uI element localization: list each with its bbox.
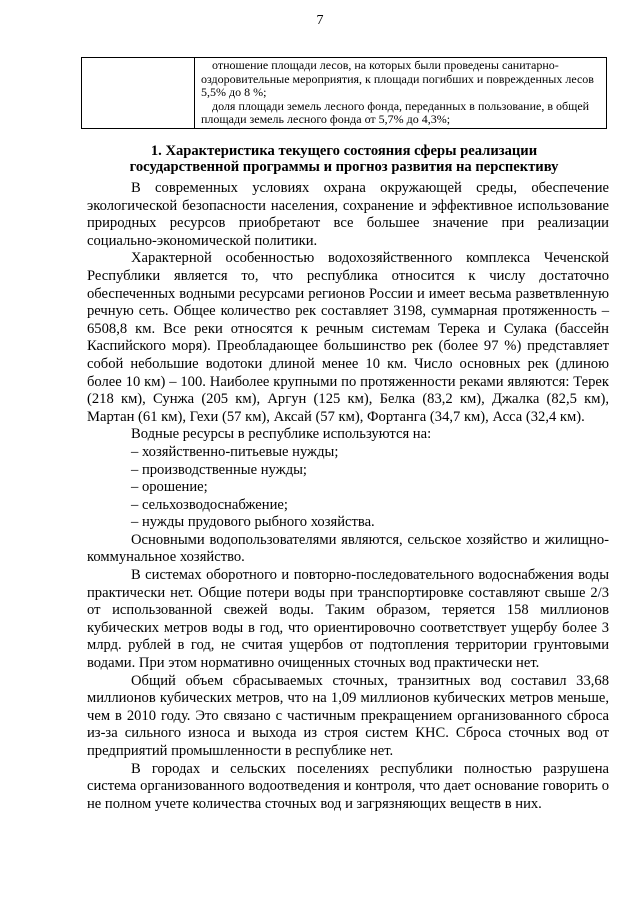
body-text [87,180,609,813]
paragraph: Характерной особенностью водохозяйственного комплекса Чеченской Республики является то, что республика относится к числу достаточно обеспеченных водными ресурсами регионов России и имеет весьма разветвленную речную сеть. Общее количество рек составляет 3198, суммарная протяженность – 6508,8 км. Все реки относятся к речным системам Терека и Сулака (бассейн Каспийского моря). Преобладающее большинство рек (более 97 %) представляет собой небольшие водотоки длиной менее 10 км. Число основных рек (длиною более 10 км) – 100. Наиболее крупными по протяженности реками являются: Терек (218 км), Сунжа (205 км), Аргун (125 км), Белка (83,2 км), Джалка (82,5 км), Мартан (61 км), Гехи (57 км), Аксай (57 км), Фортанга (34,7 км), Асса (32,4 км). [87,250,609,425]
heading-line-2: государственной программы и прогноз развития на перспективу [129,159,559,175]
paragraph: В городах и сельских поселениях республики полностью разрушена система организованного водоотведения и контроля, что дает основание говорить о не полном учете количества сточных вод и загрязняющих веществ в них. [87,760,609,812]
table-line: отношение площади лесов, на которых были проведены санитарно-оздоровительные мероприятия, к площади погибших и поврежденных лесов 5,5% до 8 %; [201,58,594,99]
paragraph: Основными водопользователями являются, сельское хозяйство и жилищно-коммунальное хозяйство. [87,531,609,566]
paragraph: Водные ресурсы в республике используются на: [131,426,432,443]
paragraph: Общий объем сбрасываемых сточных, транзитных вод составил 33,68 миллионов кубических метров, что на 1,09 миллионов кубических метров меньше, чем в 2010 году. Это связано с частичным прекращением организованного сброса из-за сильного износа и выхода из строя систем КНС. Сброса сточных вод от предприятий промышленности в республике нет. [87,672,609,759]
table-row [82,58,607,129]
table-text-cell [195,58,607,129]
page-number: 7 [316,13,324,28]
table-empty-cell [82,58,195,129]
heading-line-1: 1. Характеристика текущего состояния сферы реализации [150,143,538,159]
section-heading [80,143,608,175]
list-item: – нужды прудового рыбного хозяйства. [131,514,375,531]
paragraph: В системах оборотного и повторно-последовательного водоснабжения воды практически нет. Общие потери воды при транспортировке составляют свыше 2/3 от использованной свежей воды. Таким образом, теряется 158 миллионов кубических метров воды в год, что ориентировочно соответствует ущербу более 3 млрд. рублей в год, не считая ущербов от подтопления территории грунтовыми водами. При этом нормативно очищенных сточных вод практически нет. [87,567,609,672]
list-item: – производственные нужды; [131,461,307,478]
indicators-table [81,57,607,129]
paragraph: В современных условиях охрана окружающей среды, обеспечение экологической безопасности населения, сохранение и эффективное использование природных ресурсов приобретают все большее значение при реализации социально-экономической политики. [87,180,609,249]
list-item: – сельхозводоснабжение; [131,496,288,513]
list-item: – орошение; [131,479,208,496]
table-line: доля площади земель лесного фонда, переданных в пользование, в общей площади земель лесного фонда от 5,7% до 4,3%; [201,98,590,126]
list-item: – хозяйственно-питьевые нужды; [131,443,339,460]
